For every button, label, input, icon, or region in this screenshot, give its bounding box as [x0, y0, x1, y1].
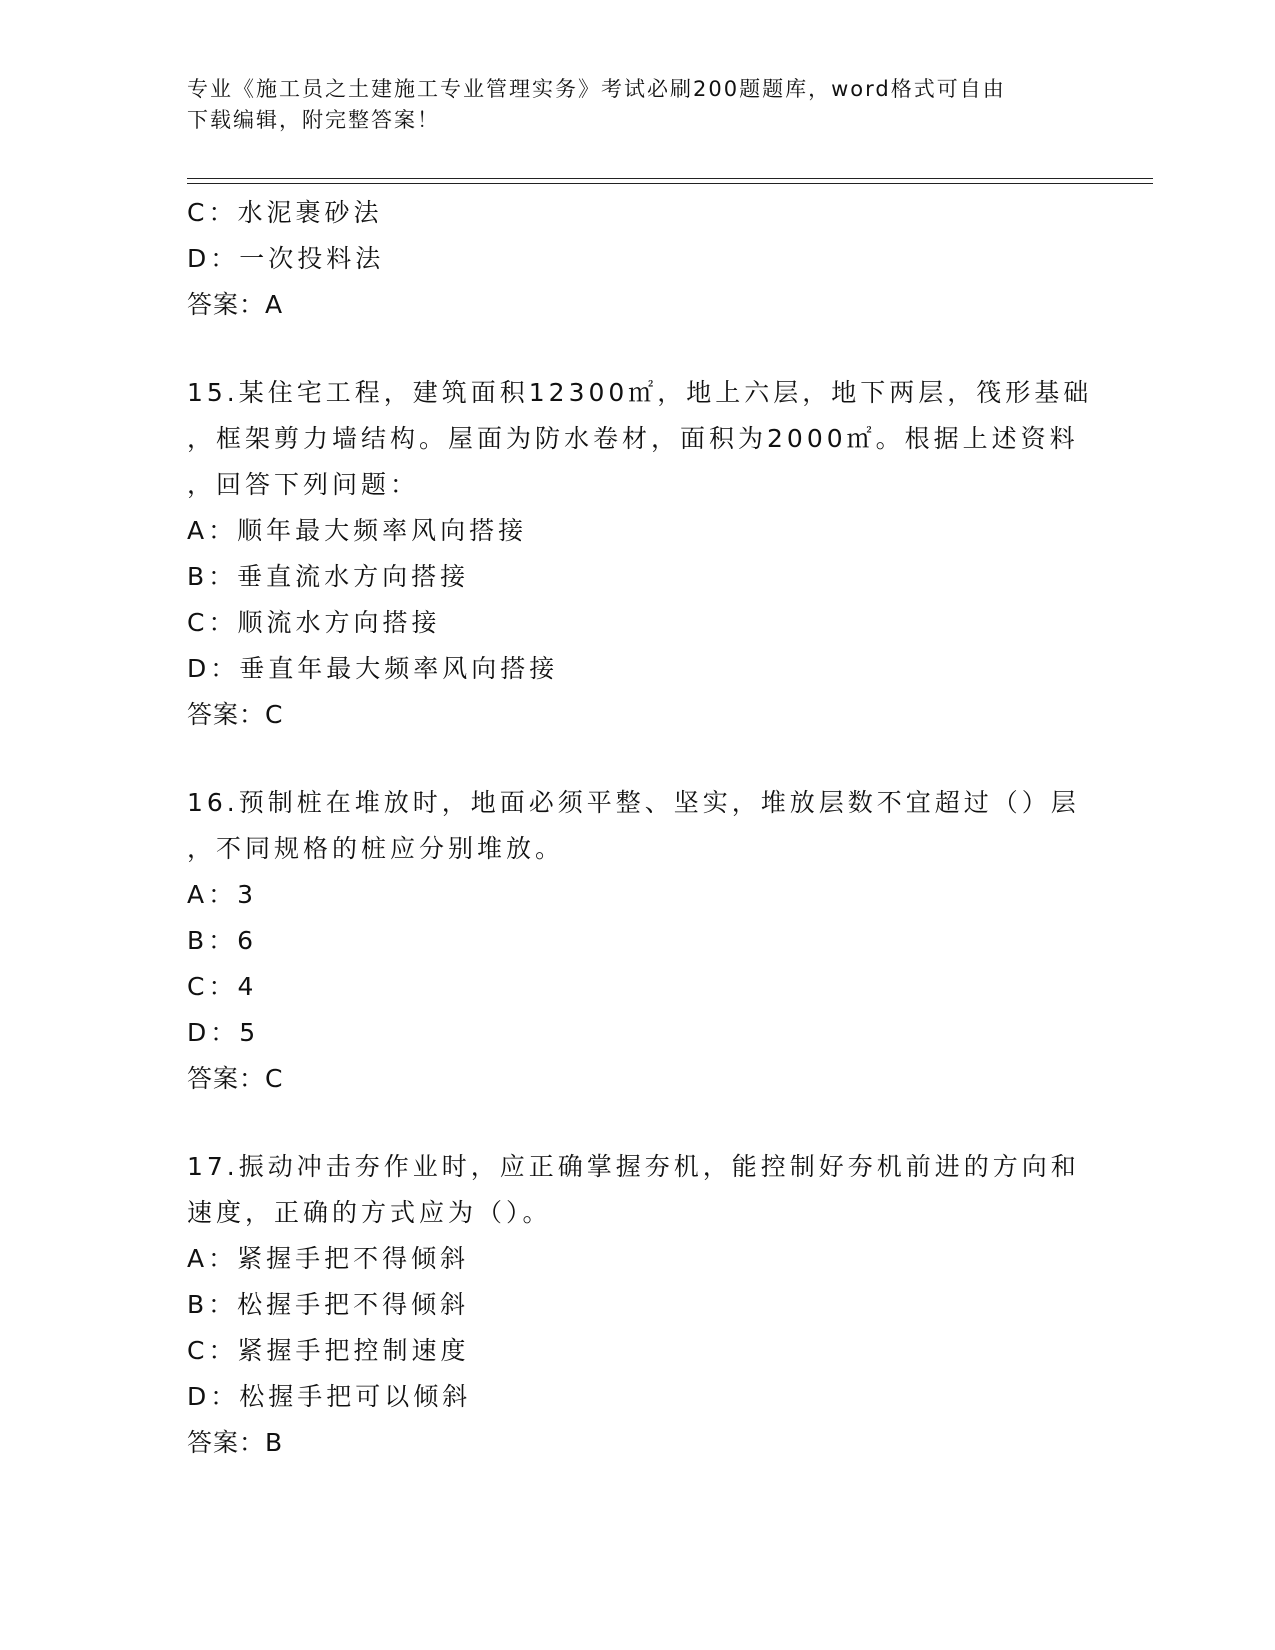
header-line-1: 专业《施工员之土建施工专业管理实务》考试必刷200题题库，word格式可自由 [187, 77, 1006, 101]
option-line: D：一次投料法 [187, 244, 385, 273]
option-line: D：垂直年最大频率风向搭接 [187, 654, 559, 683]
question-text-line: 16.预制桩在堆放时，地面必须平整、坚实，堆放层数不宜超过（）层 [187, 788, 1080, 817]
option-line: C：4 [187, 972, 258, 1001]
option-line: B：松握手把不得倾斜 [187, 1290, 470, 1319]
document-header [187, 74, 1087, 136]
option-line: C：顺流水方向搭接 [187, 608, 441, 637]
question-text-line: 速度，正确的方式应为（）。 [187, 1198, 552, 1227]
option-line: B：垂直流水方向搭接 [187, 562, 470, 591]
option-line: A：紧握手把不得倾斜 [187, 1244, 470, 1273]
answer-line: 答案：C [187, 700, 284, 729]
option-line: D：5 [187, 1018, 260, 1047]
option-line: B：6 [187, 926, 258, 955]
question-block-15 [187, 370, 1093, 738]
header-divider-bottom [187, 183, 1153, 184]
answer-line: 答案：A [187, 290, 284, 319]
question-text-line: 17.振动冲击夯作业时，应正确掌握夯机，能控制好夯机前进的方向和 [187, 1152, 1080, 1181]
answer-line: 答案：B [187, 1428, 284, 1457]
question-text-line: 15.某住宅工程，建筑面积12300㎡，地上六层，地下两层，筏形基础 [187, 378, 1093, 407]
answer-line: 答案：C [187, 1064, 284, 1093]
question-text-line: ，框架剪力墙结构。屋面为防水卷材，面积为2000㎡。根据上述资料 [187, 424, 1079, 453]
block-spacer [187, 1102, 1087, 1144]
question-text-line: ，不同规格的桩应分别堆放。 [187, 834, 565, 863]
block-spacer [187, 738, 1087, 780]
option-line: C：紧握手把控制速度 [187, 1336, 470, 1365]
option-line: A：3 [187, 880, 258, 909]
header-divider-top [187, 178, 1153, 179]
block-spacer [187, 328, 1087, 370]
question-block-14 [187, 190, 1087, 328]
option-line: A：顺年最大频率风向搭接 [187, 516, 528, 545]
question-text-line: ，回答下列问题： [187, 470, 420, 499]
option-line: C：水泥裹砂法 [187, 198, 383, 227]
header-line-2: 下载编辑，附完整答案！ [187, 108, 440, 132]
question-block-16 [187, 780, 1087, 1102]
question-list [187, 190, 1093, 1466]
question-block-17 [187, 1144, 1087, 1466]
option-line: D：松握手把可以倾斜 [187, 1382, 472, 1411]
